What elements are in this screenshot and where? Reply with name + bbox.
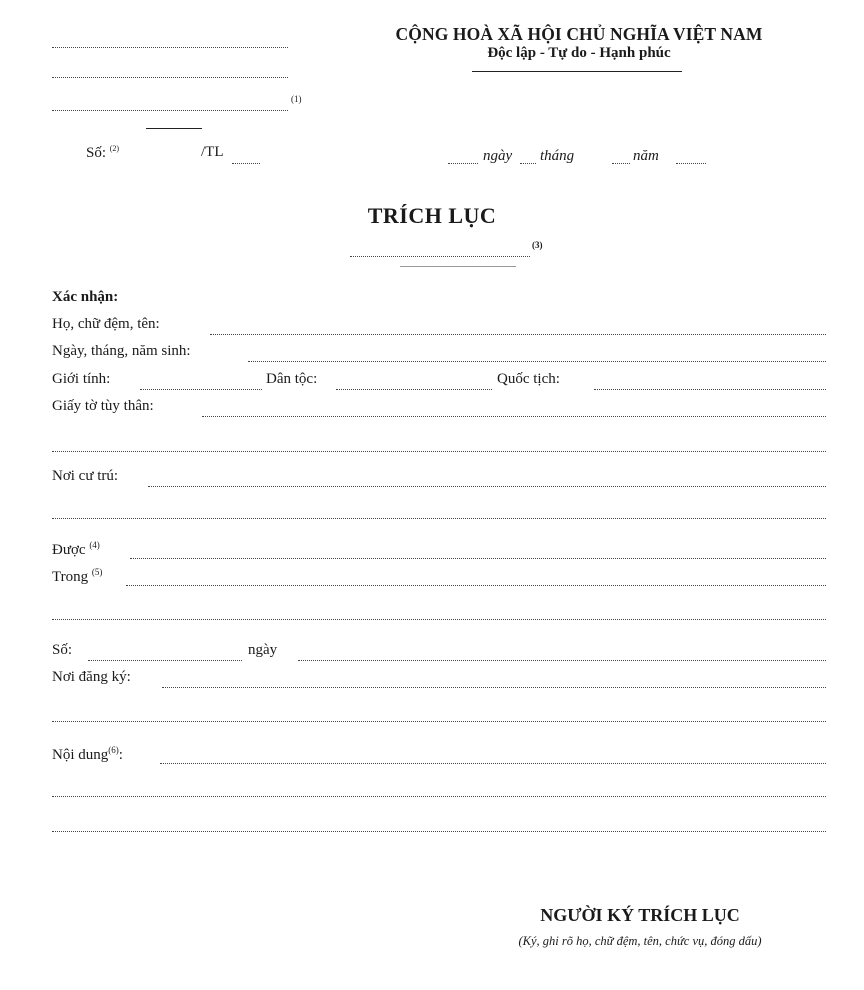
tl-suffix-row — [201, 144, 224, 161]
granted-line — [130, 558, 826, 559]
nationality-line — [594, 389, 826, 390]
registration-place-line-2 — [52, 721, 826, 722]
birth-date-label: Ngày, tháng, năm sinh: — [52, 343, 191, 359]
ethnicity-line — [336, 389, 492, 390]
content-text: Nội dung — [52, 747, 109, 763]
date-thang: tháng — [540, 148, 575, 164]
birth-date-line — [248, 361, 826, 362]
extract-type-dots — [350, 256, 530, 257]
content-line-3 — [52, 831, 826, 832]
date-label: ngày — [248, 642, 278, 658]
agency-line-3 — [52, 110, 288, 111]
full-name-line — [210, 334, 826, 335]
content-label: Nội dung$^{(6)}$: — [52, 745, 123, 763]
footnote-marker-4: (4) — [89, 540, 100, 550]
within-text: Trong — [52, 569, 89, 585]
content-line-2 — [52, 796, 826, 797]
signer-instruction: (Ký, ghi rõ họ, chữ đệm, tên, chức vụ, đóng dấu) — [518, 934, 762, 948]
agency-underline — [146, 128, 202, 129]
within-line-2 — [52, 619, 826, 620]
document-title: TRÍCH LỤC — [367, 203, 497, 228]
agency-line-1 — [52, 47, 288, 48]
registration-place-line — [162, 687, 826, 688]
national-motto: Độc lập - Tự do - Hạnh phúc — [487, 45, 671, 61]
within-label — [52, 567, 102, 586]
nationality-label: Quốc tịch: — [497, 371, 560, 387]
granted-text: Được — [52, 542, 86, 558]
so-label: Số: — [86, 145, 107, 161]
footnote-marker-3: (3) — [532, 240, 543, 250]
footnote-marker-5: (5) — [91, 567, 103, 577]
id-document-line-2 — [52, 451, 826, 452]
content-line — [160, 763, 826, 764]
place-dots — [448, 163, 478, 164]
residence-label: Nơi cư trú: — [52, 468, 119, 484]
confirm-heading: Xác nhận: — [52, 289, 119, 305]
granted-label — [52, 540, 100, 559]
day-dots — [520, 163, 536, 164]
full-name-label: Họ, chữ đệm, tên: — [52, 316, 160, 332]
month-dots — [612, 163, 630, 164]
gender-label: Giới tính: — [52, 371, 111, 387]
date-nam: năm — [633, 148, 659, 164]
tl-suffix: /TL — [201, 144, 224, 160]
footnote-marker-2: (2) — [109, 144, 120, 153]
date-line — [298, 660, 826, 661]
year-dots — [676, 163, 706, 164]
motto-underline — [472, 71, 682, 72]
date-ngay: ngày — [483, 148, 513, 164]
footnote-marker-6: (6) — [108, 745, 119, 755]
within-line — [126, 585, 826, 586]
footnote-marker-1: (1) — [291, 94, 302, 104]
residence-line-2 — [52, 518, 826, 519]
document-number-row — [86, 144, 119, 162]
national-title: CỘNG HOÀ XÃ HỘI CHỦ NGHĨA VIỆT NAM — [395, 24, 763, 44]
number-line — [88, 660, 242, 661]
registration-place-label: Nơi đăng ký: — [52, 669, 131, 685]
id-document-line — [202, 416, 826, 417]
title-underline — [400, 266, 516, 267]
residence-line — [148, 486, 826, 487]
tl-dots — [232, 163, 260, 164]
id-document-label: Giấy tờ tùy thân: — [52, 398, 154, 414]
agency-line-2 — [52, 77, 288, 78]
ethnicity-label: Dân tộc: — [266, 371, 318, 387]
gender-line — [140, 389, 262, 390]
number-label: Số: — [52, 642, 73, 658]
signer-title: NGƯỜI KÝ TRÍCH LỤC — [540, 905, 740, 925]
